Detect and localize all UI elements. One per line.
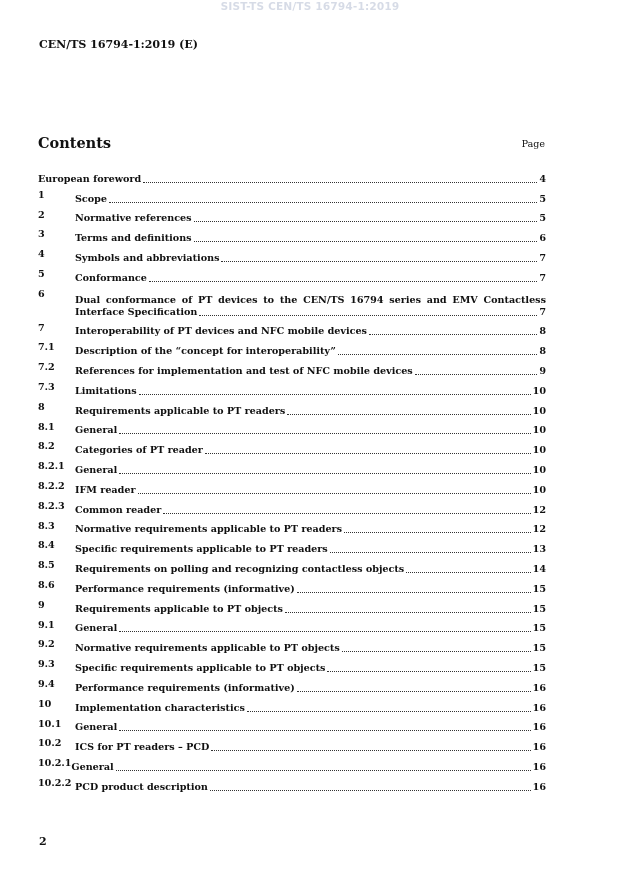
toc-entry-title: Conformance — [75, 272, 147, 284]
toc-entry-title: Performance requirements (informative) — [75, 682, 295, 694]
toc-dot-leader — [205, 453, 531, 454]
toc-entry-title: General — [75, 464, 118, 476]
toc-entry-number: 7.3 — [38, 381, 55, 393]
toc-entry-page: 16 — [532, 702, 546, 714]
toc-entry-number: 2 — [38, 209, 45, 221]
toc-entry-page: 16 — [532, 682, 546, 694]
toc-entry-number: 8.3 — [38, 520, 55, 532]
toc-entry[interactable] — [38, 186, 546, 206]
toc-entry[interactable] — [38, 319, 546, 339]
toc-dot-leader — [210, 790, 531, 791]
toc-entry-number: 8.5 — [38, 560, 55, 572]
watermark: SIST-TS CEN/TS 16794-1:2019 — [220, 1, 400, 13]
toc-entry[interactable] — [38, 206, 546, 226]
toc-dot-leader — [285, 612, 531, 613]
toc-dot-leader — [221, 261, 537, 262]
toc-entry-page: 15 — [532, 643, 546, 655]
toc-dot-leader — [194, 241, 538, 242]
toc-entry-page: 6 — [539, 233, 546, 245]
toc-entry-number: 4 — [38, 249, 45, 261]
toc-dot-leader — [247, 711, 531, 712]
toc-dot-leader — [149, 281, 537, 282]
toc-dot-leader — [119, 433, 530, 434]
toc-entry[interactable] — [38, 477, 546, 497]
toc-entry-title: Normative requirements applicable to PT objects — [75, 643, 340, 655]
toc-entry[interactable] — [38, 556, 546, 576]
toc-entry-title: Terms and definitions — [75, 233, 192, 245]
toc-entry-page: 7 — [539, 252, 546, 264]
toc-dot-leader — [344, 532, 531, 533]
toc-entry-page: 10 — [532, 445, 546, 457]
toc-entry[interactable] — [38, 734, 546, 754]
toc-entry-title: Performance requirements (informative) — [75, 583, 295, 595]
toc-entry-title: Requirements applicable to PT readers — [75, 405, 286, 417]
toc-entry-number: 8.2.2 — [38, 480, 65, 492]
toc-entry[interactable] — [38, 655, 546, 675]
toc-entry-title: European foreword — [38, 173, 142, 185]
toc-dot-leader — [119, 730, 530, 731]
toc-entry-title: Common reader — [75, 504, 162, 516]
toc-entry-page: 8 — [539, 326, 546, 338]
toc-dot-leader — [109, 202, 537, 203]
toc-dot-leader — [369, 334, 537, 335]
toc-entry[interactable] — [38, 457, 546, 477]
toc-entry-number: 10.2 — [38, 738, 62, 750]
toc-entry-number: 1 — [38, 189, 45, 201]
toc-dot-leader — [139, 394, 531, 395]
toc-entry[interactable] — [38, 285, 546, 319]
toc-dot-leader — [119, 473, 530, 474]
toc-entry[interactable] — [38, 338, 546, 358]
toc-entry-page: 14 — [532, 563, 546, 575]
toc-entry[interactable] — [38, 616, 546, 636]
toc-dot-leader — [406, 572, 530, 573]
toc-entry-title: Specific requirements applicable to PT objects — [75, 662, 326, 674]
toc-entry-title: PCD product description — [75, 781, 208, 793]
toc-entry-title: General — [75, 623, 118, 635]
toc-dot-leader — [163, 513, 530, 514]
toc-entry[interactable] — [38, 675, 546, 695]
toc-entry[interactable] — [38, 517, 546, 537]
toc-dot-leader — [119, 631, 530, 632]
toc-entry-number: 8.2.3 — [38, 500, 65, 512]
toc-entry-page: 5 — [539, 193, 546, 205]
toc-entry[interactable] — [38, 398, 546, 418]
toc-entry-number: 7.1 — [38, 342, 55, 354]
toc-entry[interactable] — [38, 225, 546, 245]
toc-entry-page: 7 — [539, 306, 546, 318]
toc-entry-title: General — [71, 761, 114, 773]
toc-entry-number: 9.2 — [38, 639, 55, 651]
toc-dot-leader — [415, 374, 538, 375]
toc-entry[interactable] — [38, 497, 546, 517]
toc-entry-number: 8.6 — [38, 579, 55, 591]
toc-entry-page: 15 — [532, 603, 546, 615]
document-id: CEN/TS 16794-1:2019 (E) — [39, 38, 198, 51]
toc-entry-page: 16 — [532, 722, 546, 734]
toc-entry-title: Limitations — [75, 385, 137, 397]
toc-entry-title: IFM reader — [75, 484, 136, 496]
toc-dot-leader — [138, 493, 531, 494]
toc-entry-title: Interoperability of PT devices and NFC mobile devices — [75, 326, 367, 338]
toc-entry-number: 6 — [38, 288, 45, 300]
toc-entry-title: Dual conformance of PT devices to the CEN/TS 16794 series and EMV Contactless — [75, 294, 546, 306]
toc-entry-number: 9.4 — [38, 678, 55, 690]
toc-entry[interactable] — [38, 245, 546, 265]
toc-entry-title: Description of the “concept for interoperability” — [75, 346, 336, 358]
toc-entry-title: Normative requirements applicable to PT readers — [75, 524, 343, 536]
toc-entry-number: 7.2 — [38, 362, 55, 374]
toc-entry-number: 10.2.1 — [38, 758, 72, 770]
toc-entry-page: 9 — [539, 365, 546, 377]
toc-entry-number: 10.2.2 — [38, 777, 72, 789]
toc-entry[interactable] — [38, 265, 546, 285]
toc-entry-title: Categories of PT reader — [75, 445, 203, 457]
toc-entry[interactable] — [38, 695, 546, 715]
toc-entry[interactable] — [38, 166, 546, 186]
toc-entry-page: 13 — [532, 544, 546, 556]
toc-dot-leader — [143, 182, 537, 183]
toc-dot-leader — [330, 552, 531, 553]
toc-entry-number: 10 — [38, 698, 52, 710]
toc-entry-title: Scope — [75, 193, 107, 205]
toc-entry-title: Requirements on polling and recognizing contactless objects — [75, 563, 405, 575]
toc-entry-page: 10 — [532, 425, 546, 437]
toc-entry[interactable] — [38, 378, 546, 398]
toc-dot-leader — [116, 770, 531, 771]
toc-entry-title: Specific requirements applicable to PT readers — [75, 544, 328, 556]
toc-entry[interactable] — [38, 754, 546, 774]
toc-entry-page: 10 — [532, 405, 546, 417]
toc-entry-title: References for implementation and test of NFC mobile devices — [75, 365, 413, 377]
toc-entry-title: Requirements applicable to PT objects — [75, 603, 283, 615]
toc-dot-leader — [297, 691, 531, 692]
toc-entry-page: 10 — [532, 385, 546, 397]
toc-entry-number: 8 — [38, 401, 45, 413]
toc-entry-title-continued: Interface Specification — [75, 306, 198, 318]
toc-entry-page: 10 — [532, 484, 546, 496]
toc-entry-number: 9 — [38, 599, 45, 611]
toc-entry-page: 12 — [532, 524, 546, 536]
toc-entry[interactable] — [38, 576, 546, 596]
toc-dot-leader — [287, 414, 530, 415]
toc-dot-leader — [199, 315, 537, 316]
toc-entry-number: 5 — [38, 268, 45, 280]
toc-entry[interactable] — [38, 418, 546, 438]
toc-dot-leader — [327, 671, 530, 672]
toc-entry-title: Normative references — [75, 213, 192, 225]
toc-dot-leader — [194, 221, 538, 222]
toc-entry-page: 7 — [539, 272, 546, 284]
toc-entry-number: 8.4 — [38, 540, 55, 552]
toc-entry-number: 9.1 — [38, 619, 55, 631]
toc-entry[interactable] — [38, 774, 546, 794]
toc-entry-page: 5 — [539, 213, 546, 225]
toc-entry-number: 8.2 — [38, 441, 55, 453]
page-number: 2 — [39, 835, 47, 848]
toc-entry-page: 16 — [532, 781, 546, 793]
page-column-label: Page — [521, 139, 545, 150]
toc-entry[interactable] — [38, 358, 546, 378]
toc-entry-title: Symbols and abbreviations — [75, 252, 220, 264]
toc-entry-number: 8.2.1 — [38, 461, 65, 473]
toc-entry-number: 9.3 — [38, 659, 55, 671]
toc-entry[interactable] — [38, 536, 546, 556]
toc-entry-page: 16 — [532, 761, 546, 773]
toc-entry-title: Implementation characteristics — [75, 702, 245, 714]
toc-entry-title: General — [75, 722, 118, 734]
toc-entry-page: 4 — [539, 173, 546, 185]
toc-dot-leader — [338, 354, 537, 355]
toc-entry-page: 8 — [539, 346, 546, 358]
toc-entry-page: 16 — [532, 742, 546, 754]
toc-entry[interactable] — [38, 437, 546, 457]
toc-entry-number: 8.1 — [38, 421, 55, 433]
toc-dot-leader — [342, 651, 531, 652]
toc-entry-number: 7 — [38, 322, 45, 334]
toc-entry-number: 3 — [38, 229, 45, 241]
toc-entry-number: 10.1 — [38, 718, 62, 730]
toc-entry[interactable] — [38, 715, 546, 735]
toc-dot-leader — [297, 592, 531, 593]
toc-dot-leader — [211, 750, 530, 751]
toc-entry-page: 15 — [532, 623, 546, 635]
contents-title: Contents — [38, 135, 112, 152]
toc-entry-page: 15 — [532, 662, 546, 674]
toc-entry-page: 10 — [532, 464, 546, 476]
toc-entry-page: 12 — [532, 504, 546, 516]
toc-entry-title: General — [75, 425, 118, 437]
toc-entry[interactable] — [38, 596, 546, 616]
table-of-contents — [38, 166, 546, 794]
toc-entry[interactable] — [38, 635, 546, 655]
toc-entry-title: ICS for PT readers – PCD — [75, 742, 210, 754]
toc-entry-page: 15 — [532, 583, 546, 595]
